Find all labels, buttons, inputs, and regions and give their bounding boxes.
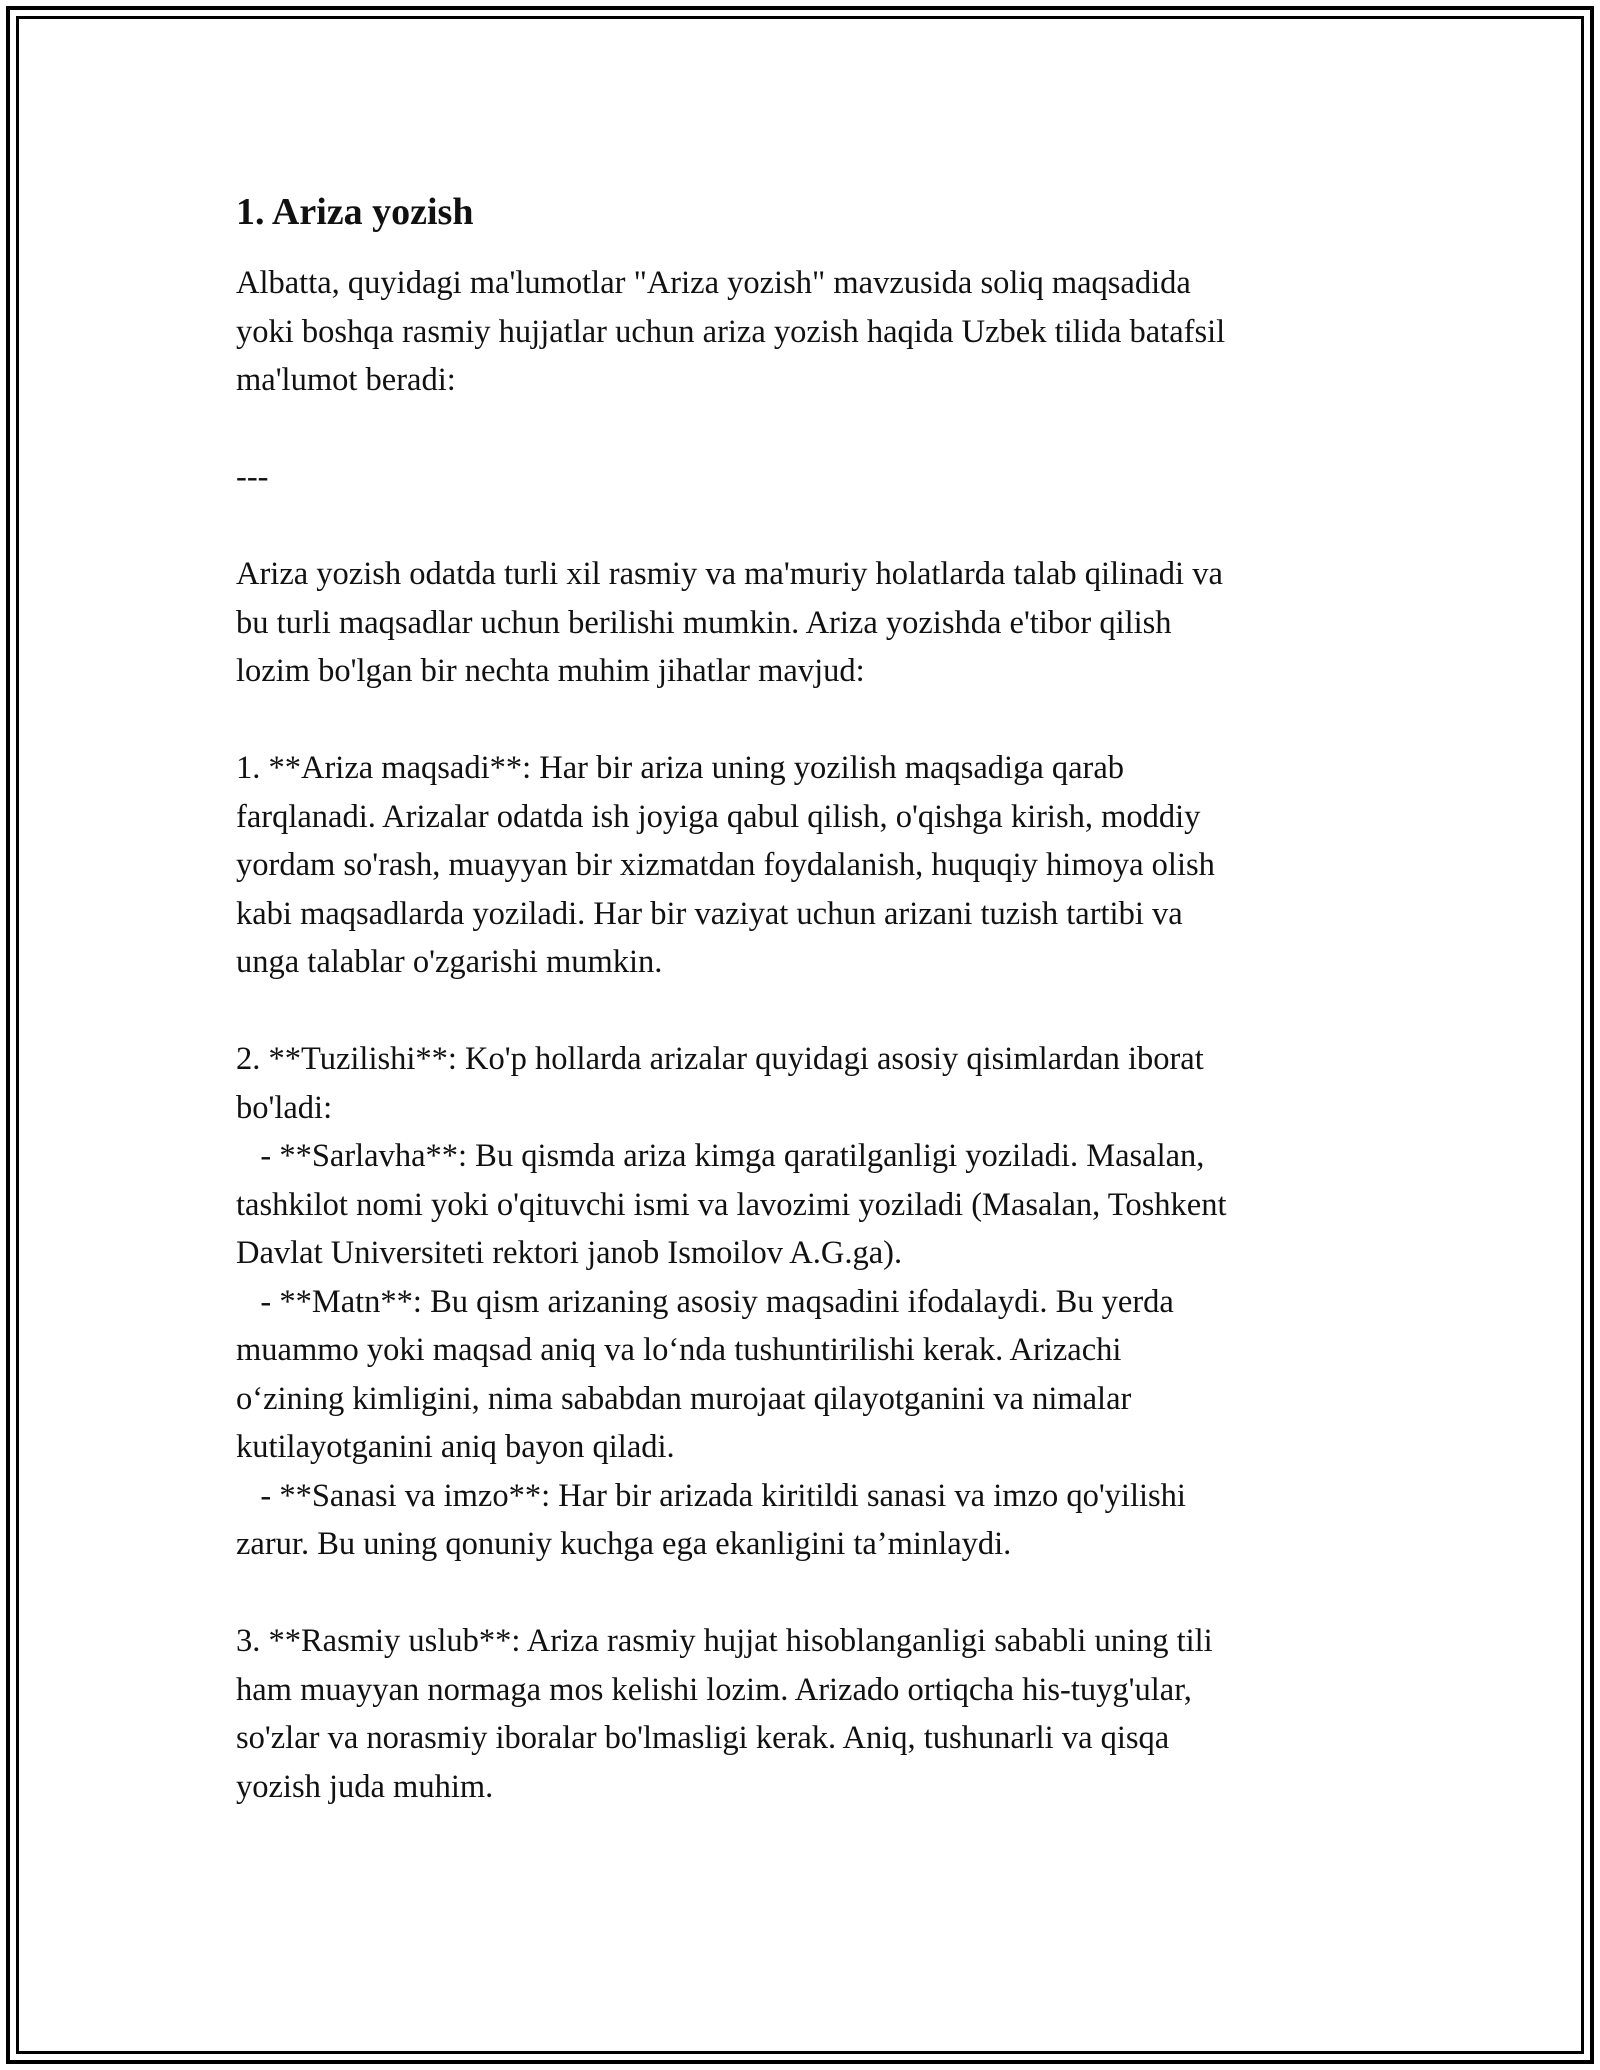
point-ariza-maqsadi: 1. **Ariza maqsadi**: Har bir ariza uning yozilish maqsadiga qarab farqlanadi. Arizalar odatda ish joyiga qabul qilish, o'qishga kirish, moddiy yordam so'rash, muayyan bir xizmatdan foydalanish, huquqiy himoya olish kabi maqsadlarda yoziladi. Har bir vaziyat uchun arizani tuzish tartibi va unga talablar o'zgarishi mumkin.	[236, 750, 1215, 980]
paragraph-gap	[236, 502, 1366, 551]
intro-paragraph: Albatta, quyidagi ma'lumotlar "Ariza yozish" mavzusida soliq maqsadida yoki boshqa rasmiy hujjatlar uchun ariza yozish haqida Uzbek tilida batafsil ma'lumot beradi:	[236, 265, 1226, 398]
document-body	[236, 188, 1366, 1811]
point-tuzilishi: 2. **Tuzilishi**: Ko'p hollarda arizalar quyidagi asosiy qisimlardan iborat bo'ladi: - **Sarlavha**: Bu qismda ariza kimga qaratilganligi yoziladi. Masalan, tashkilot nomi yoki o'qituvchi ismi va lavozimi yoziladi (Masalan, Toshkent Davlat Universiteti rektori janob Ismoilov A.G.ga). - **Matn**: Bu qism arizaning asosiy maqsadini ifodalaydi. Bu yerda muammo yoki maqsad aniq va lo‘nda tushuntirilishi kerak. Arizachi o‘zining kimligini, nima sababdan murojaat qilayotganini va nimalar kutilayotganini aniq bayon qiladi. - **Sanasi va imzo**: Har bir arizada kiritildi sanasi va imzo qo'yilishi zarur. Bu uning qonuniy kuchga ega ekanligini ta’minlaydi.	[236, 1041, 1227, 1562]
page-title: 1. Ariza yozish	[236, 191, 474, 233]
paragraph-gap	[236, 987, 1366, 1036]
paragraph-gap	[236, 1569, 1366, 1618]
point-rasmiy-uslub: 3. **Rasmiy uslub**: Ariza rasmiy hujjat hisoblanganligi sababli uning tili ham muayyan normaga mos kelishi lozim. Arizado ortiqcha his-tuyg'ular, so'zlar va norasmiy iboralar bo'lmasligi kerak. Aniq, tushunarli va qisqa yozish juda muhim.	[236, 1623, 1213, 1805]
paragraph-gap	[236, 405, 1366, 454]
overview-paragraph: Ariza yozish odatda turli xil rasmiy va ma'muriy holatlarda talab qilinadi va bu turli maqsadlar uchun berilishi mumkin. Ariza yozishda e'tibor qilish lozim bo'lgan bir nechta muhim jihatlar mavjud:	[236, 556, 1223, 689]
separator-line: ---	[236, 459, 269, 495]
paragraph-gap	[236, 696, 1366, 745]
